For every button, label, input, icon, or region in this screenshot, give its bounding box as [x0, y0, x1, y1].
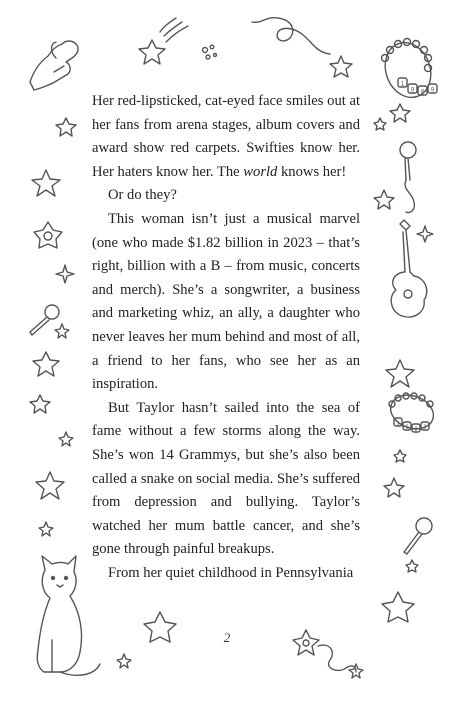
star-icon	[406, 560, 418, 572]
body-text	[92, 90, 360, 585]
microphone-icon	[404, 518, 432, 554]
emphasis: world	[243, 163, 278, 180]
page-number: 2	[223, 630, 231, 645]
heart-hands-icon	[30, 41, 78, 90]
star-icon	[386, 360, 414, 387]
swirl-icon	[318, 645, 356, 672]
star-icon	[384, 478, 404, 497]
bead-letter: 9	[410, 87, 415, 94]
swirl-icon	[252, 18, 330, 54]
star-icon	[374, 118, 386, 130]
cat-icon	[37, 556, 100, 675]
star-icon	[144, 612, 176, 642]
paragraph: But Taylor hasn’t sailed into the sea of fame without a few storms along the way. She’s won 14 Grammys, but she’s also been called a snake on social media. She’s suffered from depression and bullying. Taylor’s watched her mum battle cancer, and she’s gone through painful breakups.	[92, 399, 360, 558]
star-icon	[390, 104, 410, 122]
star-icon	[32, 170, 60, 196]
star-icon	[382, 592, 414, 622]
star-icon	[394, 450, 406, 462]
bead-letter: 8	[420, 89, 425, 96]
star-icon	[293, 630, 319, 655]
star-icon	[56, 118, 76, 136]
bubbles-icon	[203, 45, 217, 59]
star-icon	[30, 395, 50, 413]
bracelet-icon	[378, 36, 438, 104]
paragraph: Or do they?	[108, 187, 177, 204]
star-icon	[330, 56, 352, 77]
bead-letter: 9	[423, 424, 427, 431]
star-icon	[33, 352, 59, 376]
sparkle-icon	[417, 226, 433, 242]
star-icon	[39, 522, 53, 536]
bead-letter: 1	[396, 420, 400, 427]
star-icon	[59, 432, 73, 446]
paragraph: Her red-lipsticked, cat-eyed face smiles out at her fans from arena stages, album covers and award show red carpets. Swifties know her. Her haters know her. The world knows her!	[92, 93, 360, 180]
microphone-icon	[400, 142, 416, 213]
star-icon	[117, 654, 131, 668]
bracelet-icon	[386, 389, 438, 434]
star-icon	[55, 324, 69, 338]
star-icon	[36, 472, 64, 499]
bead-letter: 8	[414, 426, 418, 433]
paragraph: This woman isn’t just a musical marvel (one who made $1.82 billion in 2023 – that’s right, billion with a B – from music, concerts and merch). She’s a songwriter, a business and marketing whiz, an ally, a daughter who never leaves her mum behind and most of all, a friend to her fans, who see her as an inspiration.	[92, 210, 360, 393]
bead-letter: 9	[405, 424, 409, 431]
bead-letter: 9	[430, 87, 435, 94]
bead-letter: 1	[400, 81, 405, 88]
star-icon	[34, 222, 62, 248]
paragraph: From her quiet childhood in Pennsylvania	[108, 564, 354, 581]
guitar-icon	[391, 220, 427, 317]
star-icon	[374, 190, 394, 209]
sparkle-icon	[56, 265, 74, 283]
shooting-star-icon	[139, 18, 188, 64]
